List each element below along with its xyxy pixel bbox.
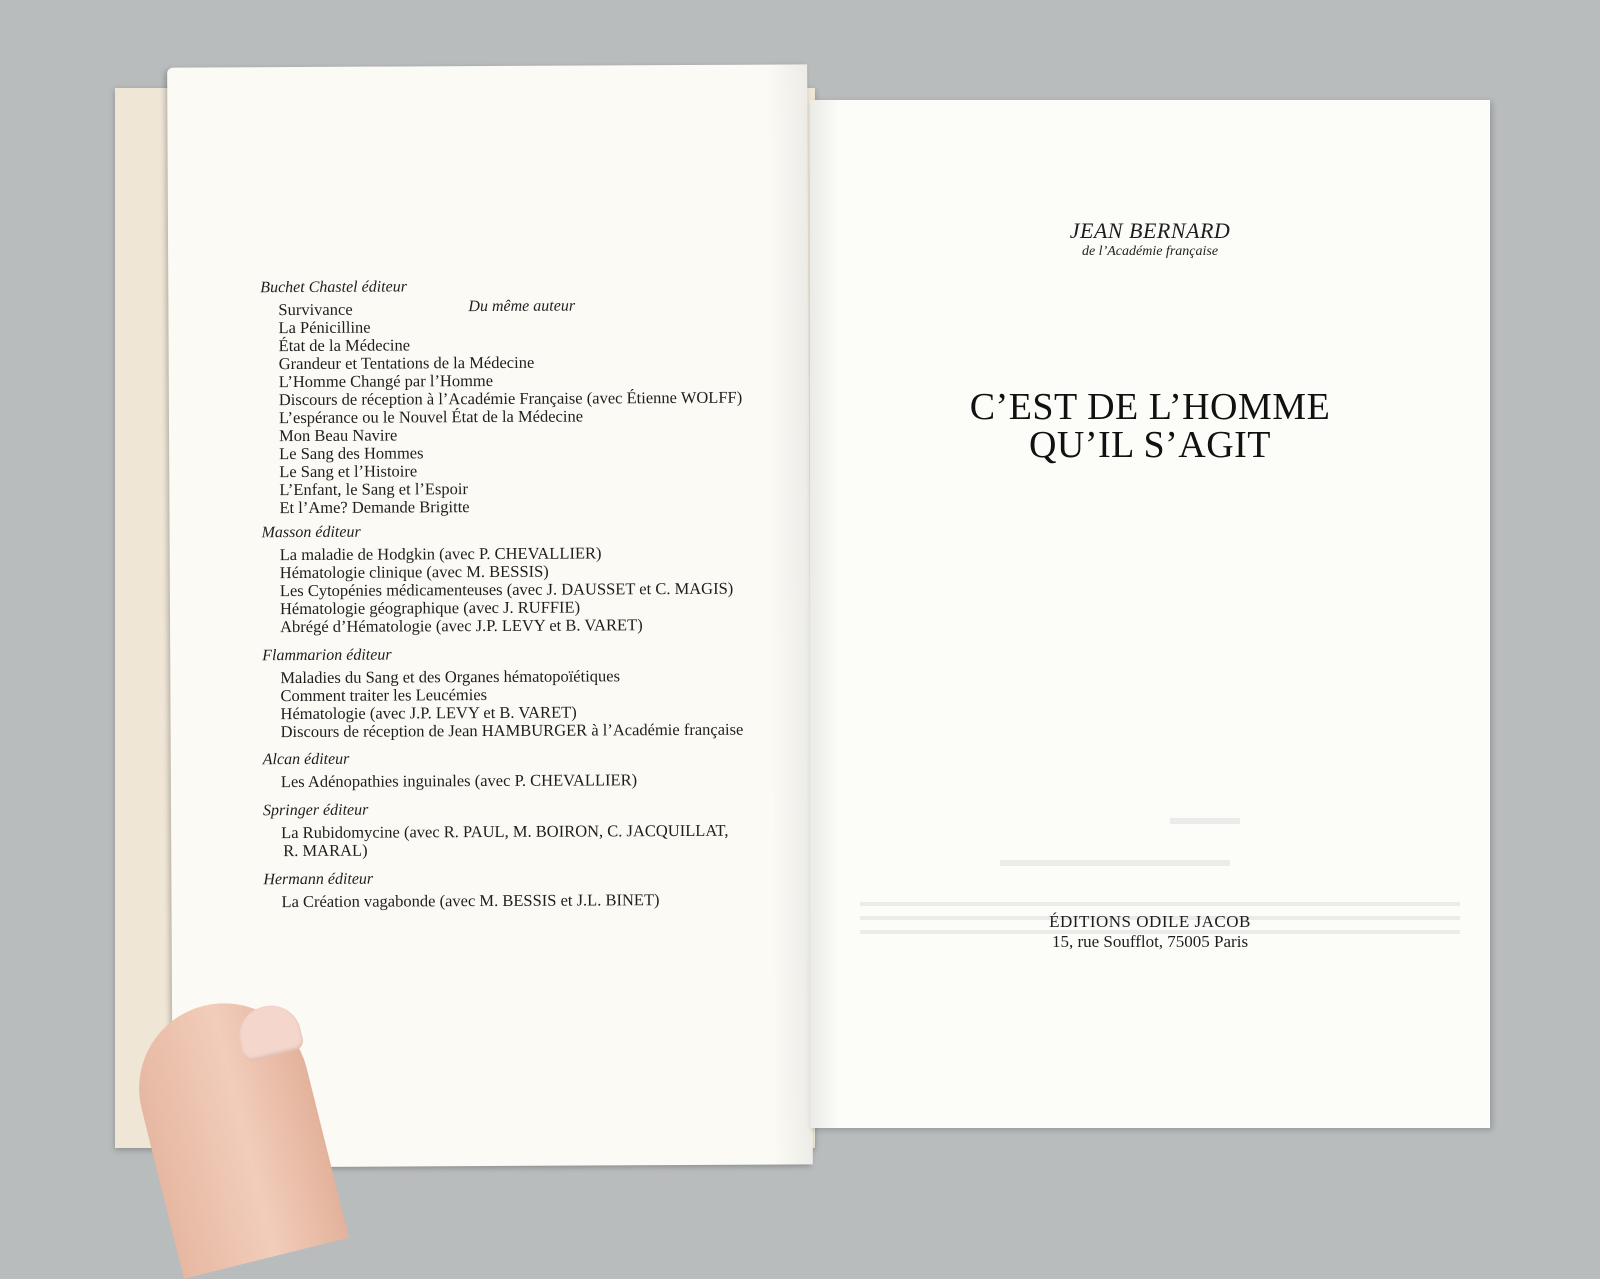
book-title-item: Discours de réception de Jean HAMBURGER à l’Académie française — [280, 719, 744, 742]
book-title-line-1: C’EST DE L’HOMME — [969, 386, 1331, 428]
title-list — [263, 891, 659, 911]
title-list — [263, 822, 728, 860]
right-page — [810, 100, 1490, 1128]
book-title-item: R. MARAL) — [283, 840, 368, 861]
author-block — [810, 218, 1490, 260]
publisher-label: Hermann éditeur — [263, 870, 374, 889]
book-title-item: Hématologie géographique (avec J. RUFFIE) — [279, 597, 581, 619]
book-title-item: La Création vagabonde (avec M. BESSIS et J.L. BINET) — [281, 890, 660, 912]
publisher-address: 15, rue Soufflot, 75005 Paris — [1051, 932, 1249, 951]
book-title-item: La Pénicilline — [278, 317, 371, 338]
publisher-group-alcan — [263, 749, 637, 791]
book-title-item: Survivance — [278, 299, 353, 320]
book-title-item: Maladies du Sang et des Organes hématopoïétiques — [280, 666, 621, 688]
show-through-text — [860, 902, 1460, 906]
book-title-line-2: QU’IL S’AGIT — [1028, 424, 1272, 466]
book-title-item: Comment traiter les Leucémies — [280, 685, 488, 706]
book-title-item: État de la Médecine — [278, 335, 411, 356]
publisher-label: Springer éditeur — [262, 801, 369, 820]
book-title-item: Abrégé d’Hématologie (avec J.P. LEVY et B. VARET) — [280, 615, 643, 637]
author-name: JEAN BERNARD — [1069, 218, 1231, 243]
publisher-imprint — [810, 912, 1490, 952]
book-title-item: L’Homme Changé par l’Homme — [278, 370, 494, 392]
publisher-group-buchet-chastel — [260, 277, 743, 518]
publisher-group-flammarion — [262, 645, 743, 742]
book-title-item: Hématologie (avec J.P. LEVY et B. VARET) — [280, 702, 577, 724]
publisher-group-hermann — [263, 869, 659, 911]
book-title-item: L’espérance ou le Nouvel État de la Médecine — [278, 406, 584, 428]
book-title-item: Le Sang des Hommes — [279, 443, 424, 464]
publisher-label: Flammarion éditeur — [262, 646, 392, 665]
title-list — [262, 544, 734, 636]
book-title-item: L’Enfant, le Sang et l’Espoir — [279, 479, 469, 500]
author-affiliation: de l’Académie française — [1081, 244, 1219, 259]
publisher-name: ÉDITIONS ODILE JACOB — [1049, 912, 1251, 931]
book-title-item: Les Cytopénies médicamenteuses (avec J. DAUSSET et C. MAGIS) — [279, 578, 734, 601]
publisher-label: Alcan éditeur — [262, 750, 350, 769]
book-title-item: Et l’Ame? Demande Brigitte — [279, 497, 470, 518]
book-title-item: Hématologie clinique (avec M. BESSIS) — [279, 561, 549, 583]
book-title-item: Mon Beau Navire — [279, 425, 398, 446]
book-title-item: Discours de réception à l’Académie Française (avec Étienne WOLFF) — [278, 387, 743, 410]
title-list — [260, 299, 742, 518]
book-title-item: Les Adénopathies inguinales (avec P. CHEVALLIER) — [280, 770, 638, 792]
publisher-group-springer — [263, 800, 729, 860]
book-title-item: Grandeur et Tentations de la Médecine — [278, 352, 535, 374]
publisher-label: Masson éditeur — [261, 523, 361, 542]
book-title — [810, 388, 1490, 464]
book-title-item: La Rubidomycine (avec R. PAUL, M. BOIRON, C. JACQUILLAT, — [281, 820, 729, 843]
book-title-item: Le Sang et l’Histoire — [279, 461, 418, 482]
show-through-text — [1000, 860, 1230, 866]
publisher-label: Buchet Chastel éditeur — [260, 278, 407, 297]
left-page — [167, 64, 813, 1167]
title-list — [263, 771, 637, 791]
show-through-text — [1170, 818, 1240, 824]
title-list — [262, 667, 743, 742]
page-heading: Du même auteur — [468, 297, 576, 316]
publisher-group-masson — [262, 522, 734, 636]
book-title-item: La maladie de Hodgkin (avec P. CHEVALLIER) — [279, 543, 602, 565]
